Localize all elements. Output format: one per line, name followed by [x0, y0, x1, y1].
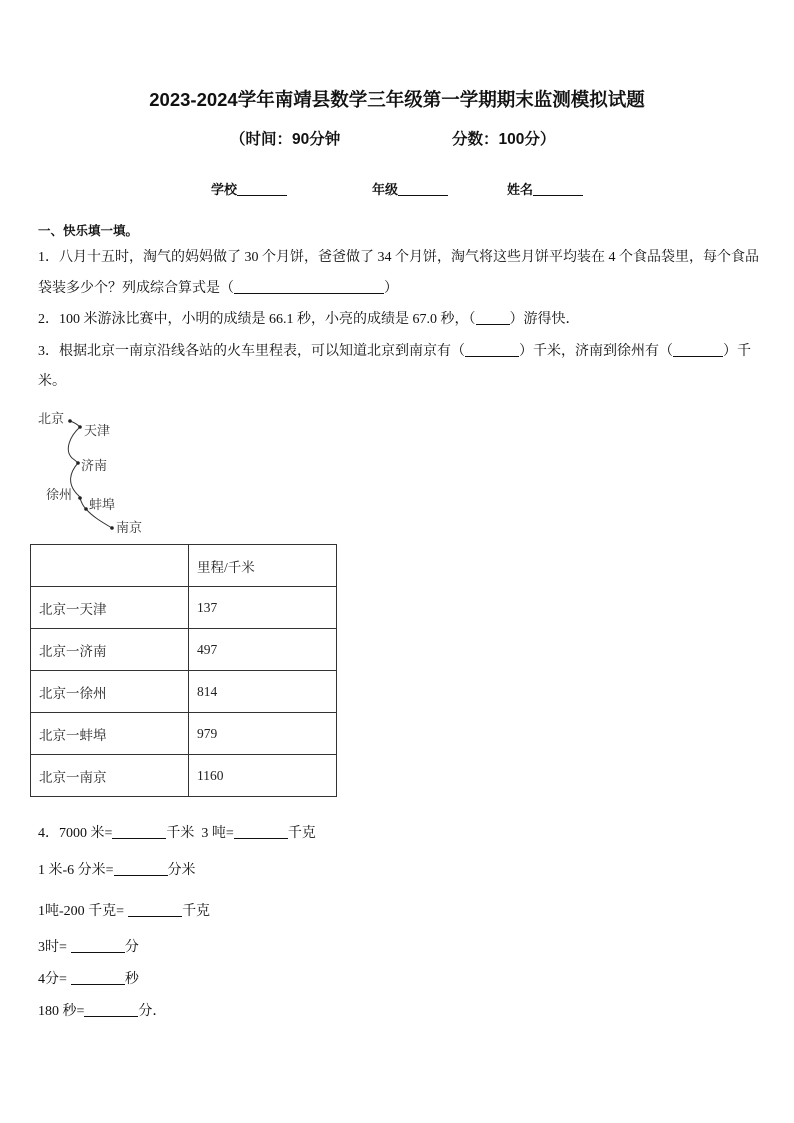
table-header-row: [31, 545, 337, 587]
question-4-line-3: [38, 903, 210, 921]
exam-title: 2023-2024学年南靖县数学三年级第一学期期末监测模拟试题: [149, 89, 645, 110]
question-1-answer-blank[interactable]: [234, 281, 384, 294]
question-4-text: 分: [124, 940, 139, 955]
question-3-line-1: [38, 343, 751, 361]
table-cell-route: 北京一济南: [31, 629, 189, 671]
question-4-line-4: [38, 939, 139, 957]
table-row: [31, 755, 337, 797]
question-3-line-2: [38, 373, 66, 391]
table-cell-route: 北京一南京: [31, 755, 189, 797]
station-dot-beijing: [68, 419, 72, 423]
railway-route-map: [30, 400, 160, 540]
question-3-answer-blank-1[interactable]: [465, 344, 519, 357]
exam-time-limit: （时间：90分钟: [230, 131, 341, 148]
question-2-text-before-blank: 2．100 米游泳比赛中，小明的成绩是 66.1 秒，小亮的成绩是 67.0 秒，（: [38, 312, 476, 327]
table-row: [31, 587, 337, 629]
question-4-text: 4分=: [38, 972, 67, 987]
question-3-text-part-2: ）千米，济南到徐州有（: [519, 344, 673, 359]
map-label-jinan: 济南: [81, 458, 108, 473]
station-dot-bengbu: [84, 507, 88, 511]
station-dot-nanjing: [110, 526, 114, 530]
school-field: [211, 181, 287, 199]
question-1-line-2: [38, 280, 398, 298]
question-4-line-2: [38, 862, 196, 880]
grade-label: 年级: [372, 182, 399, 197]
table-header-cell: [31, 545, 189, 587]
table-cell-distance: 137: [189, 587, 337, 629]
question-4-answer-blank[interactable]: [71, 940, 125, 953]
question-4-text: 180 秒=: [38, 1004, 85, 1019]
map-label-bengbu: 蚌埠: [89, 497, 116, 512]
question-4-answer-blank[interactable]: [71, 972, 125, 985]
question-4-text: 3时=: [38, 940, 67, 955]
station-dot-tianjin: [78, 425, 82, 429]
question-4-line-6: [38, 1003, 166, 1021]
school-blank[interactable]: [237, 183, 287, 196]
question-4-answer-blank[interactable]: [128, 904, 182, 917]
question-4-text: 分米: [167, 863, 196, 878]
question-4-line-1: [38, 825, 316, 843]
map-label-xuzhou: 徐州: [46, 487, 73, 502]
question-4-text: 千克: [182, 904, 211, 919]
mileage-table: [30, 544, 337, 797]
map-label-tianjin: 天津: [84, 423, 111, 438]
table-cell-distance: 979: [189, 713, 337, 755]
table-cell-distance: 497: [189, 629, 337, 671]
question-4-text: 秒: [124, 972, 139, 987]
name-label: 姓名: [507, 182, 534, 197]
question-4-text: 千米 3 吨=: [166, 826, 234, 841]
question-3-text-end: 米。: [38, 374, 66, 389]
name-blank[interactable]: [533, 183, 583, 196]
map-label-nanjing: 南京: [116, 520, 143, 535]
question-4-text: 1吨-200 千克=: [38, 904, 125, 919]
question-1-line-1: [38, 249, 759, 267]
question-1-text-after-blank: ）: [384, 281, 398, 296]
exam-total-score: 分数：100分）: [452, 131, 556, 148]
question-4-text: 4．7000 米=: [38, 826, 113, 841]
question-4-answer-blank[interactable]: [114, 863, 168, 876]
name-field: [507, 181, 583, 199]
question-4-text: 1 米-6 分米=: [38, 863, 114, 878]
table-cell-route: 北京一蚌埠: [31, 713, 189, 755]
question-2-text-after-blank: ）游得快．: [509, 312, 580, 327]
section-1-heading: 一、快乐填一填。: [38, 224, 139, 238]
question-4-answer-blank[interactable]: [112, 826, 166, 839]
question-4-answer-blank[interactable]: [234, 826, 288, 839]
station-dot-jinan: [76, 461, 80, 465]
table-cell-distance: 814: [189, 671, 337, 713]
question-2-line: [38, 311, 580, 329]
question-4-answer-blank[interactable]: [84, 1004, 138, 1017]
table-cell-distance: 1160: [189, 755, 337, 797]
table-row: [31, 671, 337, 713]
grade-blank[interactable]: [398, 183, 448, 196]
question-3-text-part-3: ）千: [723, 344, 751, 359]
question-1-text-before-blank: 袋装多少个？列成综合算式是（: [38, 281, 234, 296]
question-4-line-5: [38, 971, 139, 989]
table-header-cell: 里程/千米: [189, 545, 337, 587]
map-label-beijing: 北京: [38, 411, 65, 426]
grade-field: [372, 181, 448, 199]
table-row: [31, 629, 337, 671]
school-label: 学校: [211, 182, 238, 197]
station-dot-xuzhou: [78, 496, 82, 500]
question-3-answer-blank-2[interactable]: [673, 344, 723, 357]
question-2-answer-blank[interactable]: [476, 312, 510, 325]
table-cell-route: 北京一徐州: [31, 671, 189, 713]
question-4-text: 千克: [287, 826, 316, 841]
table-row: [31, 713, 337, 755]
question-3-text-part-1: 3．根据北京一南京沿线各站的火车里程表，可以知道北京到南京有（: [38, 344, 465, 359]
table-cell-route: 北京一天津: [31, 587, 189, 629]
question-1-text: 1．八月十五时，淘气的妈妈做了 30 个月饼，爸爸做了 34 个月饼，淘气将这些月饼平均装在 4 个食品袋里，每个食品: [38, 250, 759, 265]
question-4-text: 分．: [138, 1004, 167, 1019]
